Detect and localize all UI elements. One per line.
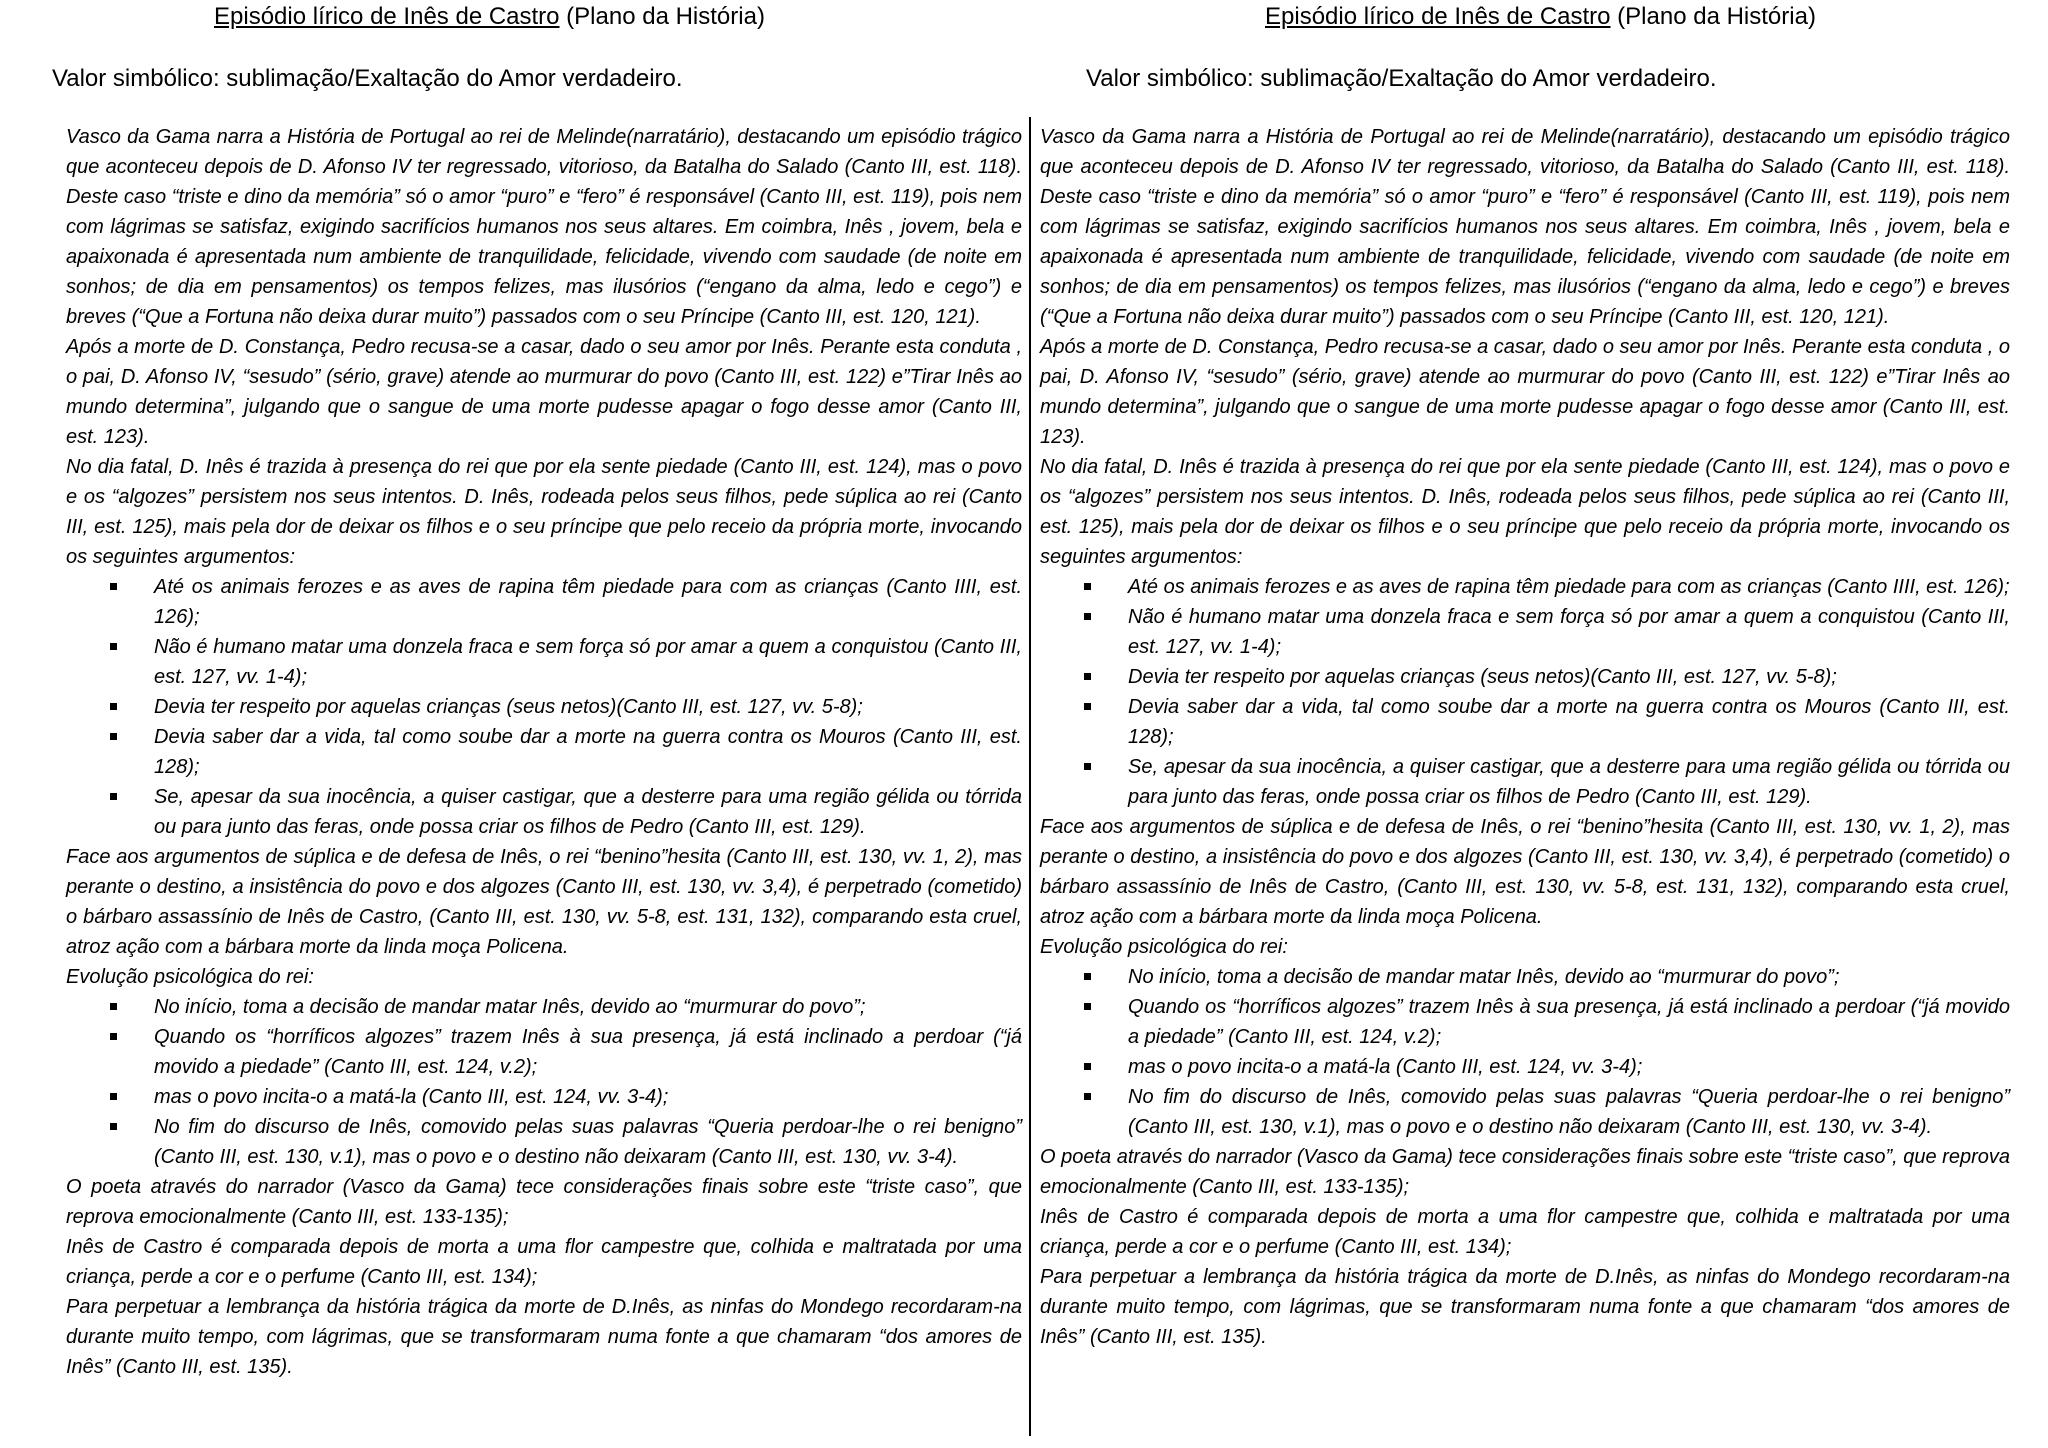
bullet-icon xyxy=(1084,703,1091,710)
bullet-icon xyxy=(1084,1003,1091,1010)
paragraph: Face aos argumentos de súplica e de defesa de Inês, o rei “benino”hesita (Canto III, est. 130, vv. 1, 2), mas perante o destino, a insistência do povo e dos algozes (Canto III, est. 130, vv. 3,4), é perpetrado (cometido) o bárbaro assassínio de Inês de Castro, (Canto III, est. 130, vv. 5-8, est. 131, 132), comparando esta cruel, atroz ação com a bárbara morte da linda moça Policena. xyxy=(66,846,1022,958)
bullet-icon xyxy=(110,733,117,740)
paragraph: No dia fatal, D. Inês é trazida à presença do rei que por ela sente piedade (Canto III, est. 124), mas o povo e os “algozes” persistem nos seus intentos. D. Inês, rodeada pelos seus filhos, pede súplica ao rei (Canto III, est. 125), mais pela dor de deixar os filhos e o seu príncipe que pelo receio da própria morte, invocando os seguintes argumentos: xyxy=(1040,456,2010,568)
paragraph: Inês de Castro é comparada depois de morta a uma flor campestre que, colhida e maltratada por uma criança, perde a cor e o perfume (Canto III, est. 134); xyxy=(66,1236,1022,1288)
title-underlined: Episódio lírico de Inês de Castro xyxy=(214,3,560,30)
title-rest: (Plano da História) xyxy=(559,3,765,30)
arguments-list xyxy=(66,572,1022,842)
bullet-icon xyxy=(110,703,117,710)
list-item: Quando os “horríficos algozes” trazem Inês à sua presença, já está inclinado a perdoar (“já movido a piedade” (Canto III, est. 124, v.2); xyxy=(1128,992,2010,1052)
paragraph: Inês de Castro é comparada depois de morta a uma flor campestre que, colhida e maltratada por uma criança, perde a cor e o perfume (Canto III, est. 134); xyxy=(1040,1206,2010,1258)
list-item: mas o povo incita-o a matá-la (Canto III, est. 124, vv. 3-4); xyxy=(154,1082,1022,1112)
paragraph: Após a morte de D. Constança, Pedro recusa-se a casar, dado o seu amor por Inês. Perante esta conduta , o pai, D. Afonso IV, “sesudo” (sério, grave) atende ao murmurar do povo (Canto III, est. 122) e”Tirar Inês ao mundo determina”, julgando que o sangue de uma morte pudesse apagar o fogo desse amor (Canto III, est. 123). xyxy=(66,336,1022,448)
list-item: Se, apesar da sua inocência, a quiser castigar, que a desterre para uma região gélida ou tórrida ou para junto das feras, onde possa criar os filhos de Pedro (Canto III, est. 129). xyxy=(154,782,1022,842)
list-item: Quando os “horríficos algozes” trazem Inês à sua presença, já está inclinado a perdoar (“já movido a piedade” (Canto III, est. 124, v.2); xyxy=(154,1022,1022,1082)
list-item: Até os animais ferozes e as aves de rapina têm piedade para com as crianças (Canto IIII, est. 126); xyxy=(1128,572,2010,602)
paragraph: Para perpetuar a lembrança da história trágica da morte de D.Inês, as ninfas do Mondego recordaram-na durante muito tempo, com lágrimas, que se transformaram numa fonte a que chamaram “dos amores de Inês” (Canto III, est. 135). xyxy=(1040,1266,2010,1348)
page-title xyxy=(1265,2,1816,32)
list-item: Devia ter respeito por aquelas crianças (seus netos)(Canto III, est. 127, vv. 5-8); xyxy=(154,692,1022,722)
bullet-icon xyxy=(1084,613,1091,620)
bullet-icon xyxy=(110,1003,117,1010)
bullet-icon xyxy=(110,1123,117,1130)
evolution-list xyxy=(1040,962,2010,1142)
title-rest: (Plano da História) xyxy=(1610,3,1816,30)
page-title xyxy=(214,2,765,32)
paragraph: O poeta através do narrador (Vasco da Gama) tece considerações finais sobre este “triste caso”, que reprova emocionalmente (Canto III, est. 133-135); xyxy=(66,1176,1022,1228)
evolution-list xyxy=(66,992,1022,1172)
bullet-icon xyxy=(110,643,117,650)
list-item: No fim do discurso de Inês, comovido pelas suas palavras “Queria perdoar-lhe o rei benigno” (Canto III, est. 130, v.1), mas o povo e o destino não deixaram (Canto III, est. 130, vv. 3-4). xyxy=(154,1112,1022,1172)
left-column xyxy=(0,0,1022,1448)
subtitle: Valor simbólico: sublimação/Exaltação do Amor verdadeiro. xyxy=(52,65,683,92)
bullet-icon xyxy=(1084,1063,1091,1070)
paragraph: Evolução psicológica do rei: xyxy=(66,966,314,988)
list-item: Devia saber dar a vida, tal como soube dar a morte na guerra contra os Mouros (Canto III, est. 128); xyxy=(154,722,1022,782)
bullet-icon xyxy=(1084,1093,1091,1100)
bullet-icon xyxy=(1084,583,1091,590)
right-column xyxy=(1024,0,2024,1448)
paragraph: Face aos argumentos de súplica e de defesa de Inês, o rei “benino”hesita (Canto III, est. 130, vv. 1, 2), mas perante o destino, a insistência do povo e dos algozes (Canto III, est. 130, vv. 3,4), é perpetrado (cometido) o bárbaro assassínio de Inês de Castro, (Canto III, est. 130, vv. 5-8, est. 131, 132), comparando esta cruel, atroz ação com a bárbara morte da linda moça Policena. xyxy=(1040,816,2010,928)
paragraph: Após a morte de D. Constança, Pedro recusa-se a casar, dado o seu amor por Inês. Perante esta conduta , o pai, D. Afonso IV, “sesudo” (sério, grave) atende ao murmurar do povo (Canto III, est. 122) e”Tirar Inês ao mundo determina”, julgando que o sangue de uma morte pudesse apagar o fogo desse amor (Canto III, est. 123). xyxy=(1040,336,2010,448)
subtitle: Valor simbólico: sublimação/Exaltação do Amor verdadeiro. xyxy=(1086,65,1717,92)
bullet-icon xyxy=(110,1093,117,1100)
list-item: No início, toma a decisão de mandar matar Inês, devido ao “murmurar do povo”; xyxy=(154,992,1022,1022)
bullet-icon xyxy=(1084,973,1091,980)
list-item: Não é humano matar uma donzela fraca e sem força só por amar a quem a conquistou (Canto III, est. 127, vv. 1-4); xyxy=(1128,602,2010,662)
paragraph: O poeta através do narrador (Vasco da Gama) tece considerações finais sobre este “triste caso”, que reprova emocionalmente (Canto III, est. 133-135); xyxy=(1040,1146,2010,1198)
list-item: Se, apesar da sua inocência, a quiser castigar, que a desterre para uma região gélida ou tórrida ou para junto das feras, onde possa criar os filhos de Pedro (Canto III, est. 129). xyxy=(1128,752,2010,812)
body-text xyxy=(66,122,1022,1382)
list-item: No fim do discurso de Inês, comovido pelas suas palavras “Queria perdoar-lhe o rei benigno” (Canto III, est. 130, v.1), mas o povo e o destino não deixaram (Canto III, est. 130, vv. 3-4). xyxy=(1128,1082,2010,1142)
list-item: Até os animais ferozes e as aves de rapina têm piedade para com as crianças (Canto IIII, est. 126); xyxy=(154,572,1022,632)
list-item: No início, toma a decisão de mandar matar Inês, devido ao “murmurar do povo”; xyxy=(1128,962,2010,992)
body-text xyxy=(1040,122,2010,1352)
arguments-list xyxy=(1040,572,2010,812)
bullet-icon xyxy=(1084,763,1091,770)
bullet-icon xyxy=(110,583,117,590)
list-item: Não é humano matar uma donzela fraca e sem força só por amar a quem a conquistou (Canto III, est. 127, vv. 1-4); xyxy=(154,632,1022,692)
paragraph: Para perpetuar a lembrança da história trágica da morte de D.Inês, as ninfas do Mondego recordaram-na durante muito tempo, com lágrimas, que se transformaram numa fonte a que chamaram “dos amores de Inês” (Canto III, est. 135). xyxy=(66,1296,1022,1378)
bullet-icon xyxy=(110,1033,117,1040)
list-item: Devia saber dar a vida, tal como soube dar a morte na guerra contra os Mouros (Canto III, est. 128); xyxy=(1128,692,2010,752)
paragraph: Vasco da Gama narra a História de Portugal ao rei de Melinde(narratário), destacando um episódio trágico que aconteceu depois de D. Afonso IV ter regressado, vitorioso, da Batalha do Salado (Canto III, est. 118). Deste caso “triste e dino da memória” só o amor “puro” e “fero” é responsável (Canto III, est. 119), pois nem com lágrimas se satisfaz, exigindo sacrifícios humanos nos seus altares. Em coimbra, Inês , jovem, bela e apaixonada é apresentada num ambiente de tranquilidade, felicidade, vivendo com saudade (de noite em sonhos; de dia em pensamentos) os tempos felizes, mas ilusórios (“engano da alma, ledo e cego”) e breves (“Que a Fortuna não deixa durar muito”) passados com o seu Príncipe (Canto III, est. 120, 121). xyxy=(66,126,1022,328)
bullet-icon xyxy=(1084,673,1091,680)
paragraph: No dia fatal, D. Inês é trazida à presença do rei que por ela sente piedade (Canto III, est. 124), mas o povo e os “algozes” persistem nos seus intentos. D. Inês, rodeada pelos seus filhos, pede súplica ao rei (Canto III, est. 125), mais pela dor de deixar os filhos e o seu príncipe que pelo receio da própria morte, invocando os seguintes argumentos: xyxy=(66,456,1022,568)
title-underlined: Episódio lírico de Inês de Castro xyxy=(1265,3,1611,30)
bullet-icon xyxy=(110,793,117,800)
list-item: mas o povo incita-o a matá-la (Canto III, est. 124, vv. 3-4); xyxy=(1128,1052,2010,1082)
list-item: Devia ter respeito por aquelas crianças (seus netos)(Canto III, est. 127, vv. 5-8); xyxy=(1128,662,2010,692)
paragraph: Evolução psicológica do rei: xyxy=(1040,936,1288,958)
paragraph: Vasco da Gama narra a História de Portugal ao rei de Melinde(narratário), destacando um episódio trágico que aconteceu depois de D. Afonso IV ter regressado, vitorioso, da Batalha do Salado (Canto III, est. 118). Deste caso “triste e dino da memória” só o amor “puro” e “fero” é responsável (Canto III, est. 119), pois nem com lágrimas se satisfaz, exigindo sacrifícios humanos nos seus altares. Em coimbra, Inês , jovem, bela e apaixonada é apresentada num ambiente de tranquilidade, felicidade, vivendo com saudade (de noite em sonhos; de dia em pensamentos) os tempos felizes, mas ilusórios (“engano da alma, ledo e cego”) e breves (“Que a Fortuna não deixa durar muito”) passados com o seu Príncipe (Canto III, est. 120, 121). xyxy=(1040,126,2010,328)
